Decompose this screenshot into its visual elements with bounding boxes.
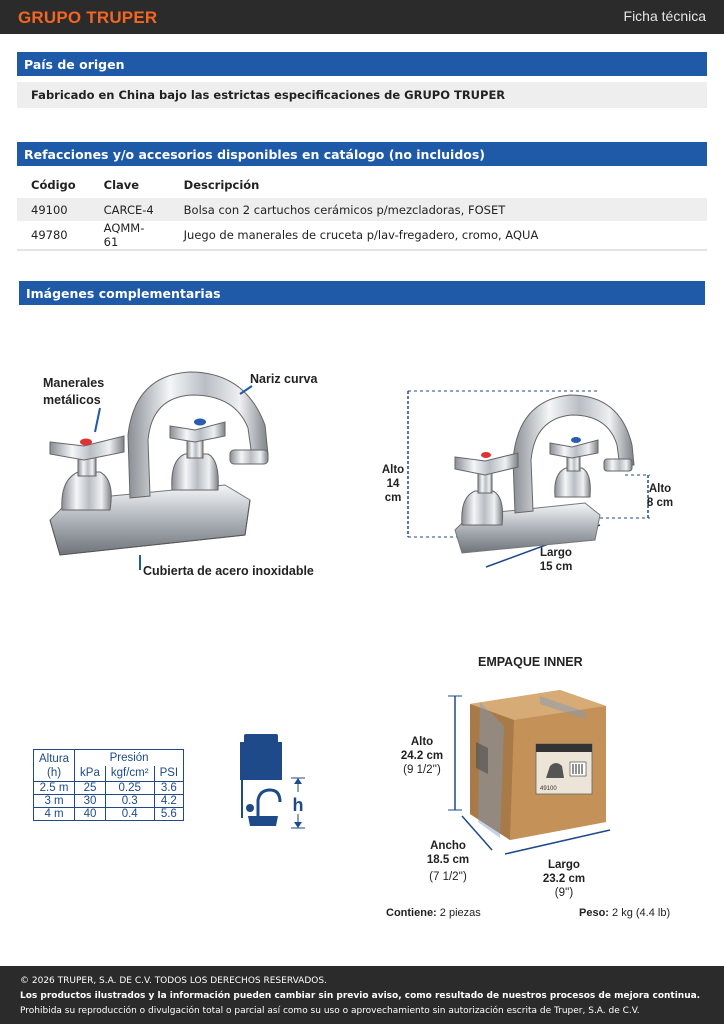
contents-value: 2 piezas <box>439 907 481 919</box>
cell-height: 2.5 m <box>34 782 75 795</box>
column-header-key: Clave <box>90 172 170 198</box>
length-dimension <box>538 546 574 574</box>
unit-kpa: kPa <box>75 766 106 782</box>
dimension-inches: (7 1/2'') <box>429 871 467 883</box>
cell-kpa: 30 <box>75 795 106 808</box>
dimension-value: 24.2 cm <box>400 750 444 762</box>
dimension-value: 15 cm <box>539 561 573 573</box>
cell-kgf: 0.3 <box>105 795 154 808</box>
cell-psi: 4.2 <box>154 795 184 808</box>
cell-key: CARCE-4 <box>90 198 170 221</box>
footer-notice: Los productos ilustrados y la información pueden cambiar sin previo aviso, como resultado de nuestros procesos de mejora continua. <box>20 991 701 1001</box>
dimension-label: Alto <box>648 483 672 495</box>
contents-label: Contiene: <box>386 907 437 919</box>
origin-section-title: País de origen <box>17 52 707 76</box>
pressure-column-header: Presión <box>75 750 184 766</box>
height-header-text: Altura <box>39 752 70 765</box>
footer <box>0 966 724 1024</box>
brand-logo: GRUPO TRUPER <box>18 8 158 27</box>
dimension-label: Largo <box>548 859 580 871</box>
column-header-code: Código <box>17 172 90 198</box>
spout-label: Nariz curva <box>250 372 318 386</box>
cell-kpa: 40 <box>75 808 106 821</box>
table-row <box>34 782 184 795</box>
dimension-inches: (9'') <box>554 887 574 899</box>
cell-key: AQMM-61 <box>90 221 170 250</box>
origin-text: Fabricado en China bajo las estrictas especificaciones de GRUPO TRUPER <box>17 82 707 108</box>
table-row <box>34 808 184 821</box>
cell-kpa: 25 <box>75 782 106 795</box>
document-type: Ficha técnica <box>623 8 706 24</box>
package-width-dimension <box>426 839 470 884</box>
height-h-label: h <box>292 795 304 815</box>
package-height-dimension <box>400 735 444 777</box>
images-section-title: Imágenes complementarias <box>19 281 705 305</box>
pressure-table <box>33 749 184 821</box>
weight-label: Peso: <box>579 907 609 919</box>
table-row <box>17 221 707 250</box>
package-length-dimension <box>542 858 586 900</box>
table-row <box>17 198 707 221</box>
top-bar <box>0 0 724 34</box>
dimension-label: Alto <box>381 464 405 476</box>
dimension-label: Ancho <box>430 840 466 852</box>
column-header-description: Descripción <box>170 172 707 198</box>
cell-code: 49780 <box>17 221 90 250</box>
cover-label: Cubierta de acero inoxidable <box>143 564 314 578</box>
package-box-image <box>440 682 640 862</box>
cell-kgf: 0.4 <box>105 808 154 821</box>
cell-height: 3 m <box>34 795 75 808</box>
parts-table-header <box>17 172 707 198</box>
table-row <box>34 795 184 808</box>
cell-description: Juego de manerales de cruceta p/lav-fregadero, cromo, AQUA <box>170 221 707 250</box>
package-contents <box>386 907 481 919</box>
cell-psi: 5.6 <box>154 808 184 821</box>
package-title: EMPAQUE INNER <box>478 655 583 669</box>
dimension-value: 8 cm <box>646 497 674 509</box>
cell-description: Bolsa con 2 cartuchos cerámicos p/mezcladoras, FOSET <box>170 198 707 221</box>
spout-height-dimension <box>646 482 674 510</box>
dimension-value: 18.5 cm <box>426 854 470 866</box>
parts-section-title: Refacciones y/o accesorios disponibles en catálogo (no incluidos) <box>17 142 707 166</box>
cell-kgf: 0.25 <box>105 782 154 795</box>
dimension-label: Largo <box>540 547 572 559</box>
weight-value: 2 kg (4.4 lb) <box>612 907 671 919</box>
water-tank-diagram <box>228 728 318 834</box>
dimension-inches: (9 1/2'') <box>403 764 441 776</box>
total-height-dimension <box>378 463 408 505</box>
footer-copyright: © 2026 TRUPER, S.A. DE C.V. TODOS LOS DERECHOS RESERVADOS. <box>20 976 327 986</box>
parts-table <box>17 172 707 251</box>
footer-prohibition: Prohibida su reproducción o divulgación total o parcial así como su uso o aprovechamiento sin autorización escrita de Truper, S.A. de C.V. <box>20 1006 640 1016</box>
dimension-value: 14 cm <box>384 478 402 504</box>
height-column-header <box>34 750 75 782</box>
unit-psi: PSI <box>154 766 184 782</box>
handles-label: Manerales metálicos <box>43 376 105 407</box>
dimension-label: Alto <box>410 736 434 748</box>
cell-psi: 3.6 <box>154 782 184 795</box>
package-weight <box>579 907 670 919</box>
height-header-unit: (h) <box>46 766 62 779</box>
cell-height: 4 m <box>34 808 75 821</box>
cell-code: 49100 <box>17 198 90 221</box>
unit-kgf: kgf/cm² <box>105 766 154 782</box>
box-code-text: 49100 <box>540 786 557 792</box>
dimension-value: 23.2 cm <box>542 873 586 885</box>
